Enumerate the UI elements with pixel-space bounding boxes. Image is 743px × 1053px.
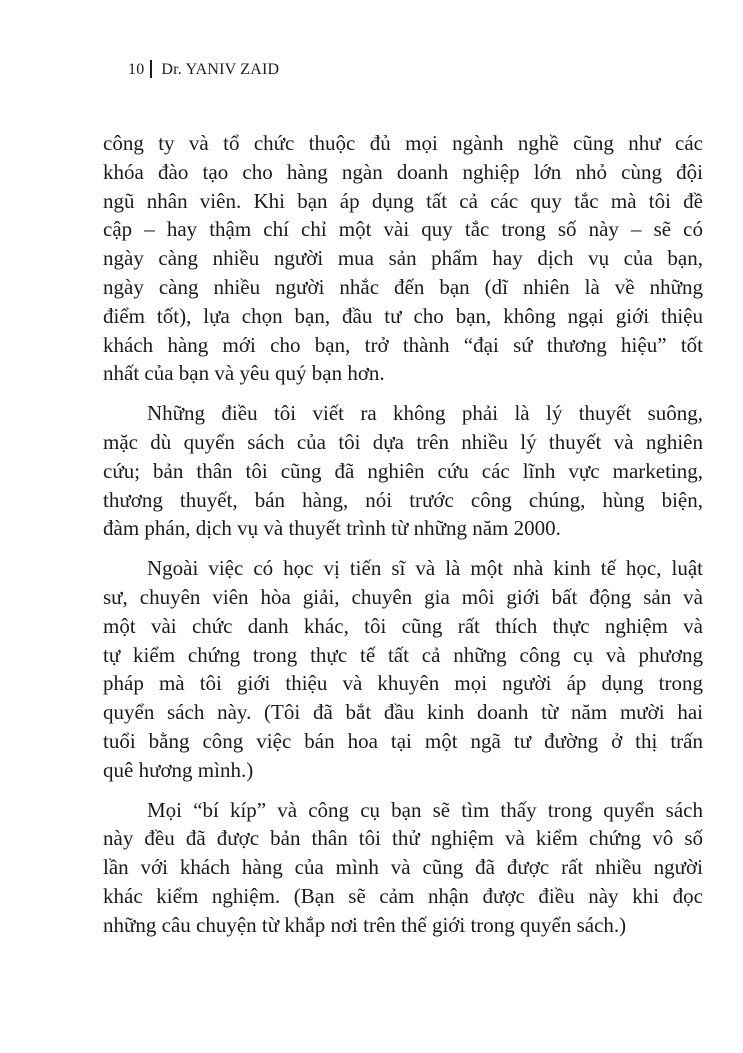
text-line: ngày càng nhiều người nhắc đến bạn (dĩ nhiên là về những	[103, 274, 703, 299]
text-line: cập – hay thậm chí chỉ một vài quy tắc trong số này – sẽ có	[103, 217, 703, 242]
text-line: sư, chuyên viên hòa giải, chuyên gia môi giới bất động sản và	[103, 584, 703, 609]
text-line: khác kiểm nghiệm. (Bạn sẽ cảm nhận được điều này khi đọc	[103, 883, 703, 908]
text-line: đàm phán, dịch vụ và thuyết trình từ những năm 2000.	[103, 516, 561, 541]
text-line: cứu; bản thân tôi cũng đã nghiên cứu các lĩnh vực marketing,	[103, 458, 703, 483]
text-line: thương thuyết, bán hàng, nói trước công chúng, hùng biện,	[103, 487, 703, 512]
paragraph	[103, 399, 703, 543]
page-number: 10	[128, 61, 145, 78]
text-line: ngày càng nhiều người mua sản phẩm hay dịch vụ của bạn,	[103, 246, 703, 271]
text-line: khách hàng mới cho bạn, trở thành “đại sứ thương hiệu” tốt	[103, 332, 703, 357]
text-line: mặc dù quyển sách của tôi dựa trên nhiều lý thuyết và nghiên	[103, 429, 703, 454]
text-line: này đều đã được bản thân tôi thử nghiệm và kiểm chứng vô số	[103, 826, 703, 851]
text-line: Ngoài việc có học vị tiến sĩ và là một nhà kinh tế học, luật	[147, 556, 703, 581]
page-body	[103, 129, 703, 940]
text-line: những câu chuyện từ khắp nơi trên thế giới trong quyển sách.)	[103, 912, 627, 937]
text-line: quyển sách này. (Tôi đã bắt đầu kinh doanh từ năm mười hai	[103, 700, 703, 725]
paragraph	[103, 129, 703, 388]
text-line: quê hương mình.)	[103, 757, 254, 782]
text-line: tự kiểm chứng trong thực tế tất cả những công cụ và phương	[103, 642, 703, 667]
text-line: một vài chức danh khác, tôi cũng rất thích thực nghiệm và	[103, 613, 703, 638]
text-line: Những điều tôi viết ra không phải là lý thuyết suông,	[147, 401, 703, 426]
text-line: lần với khách hàng của mình và cũng đã được rất nhiều người	[103, 855, 703, 880]
text-line: Mọi “bí kíp” và công cụ bạn sẽ tìm thấy trong quyển sách	[147, 797, 703, 822]
running-head-author: Dr. YANIV ZAID	[161, 61, 280, 78]
page-header	[128, 60, 279, 80]
text-line: pháp mà tôi giới thiệu và khuyên mọi người áp dụng trong	[103, 671, 703, 696]
text-line: ngũ nhân viên. Khi bạn áp dụng tất cả các quy tắc mà tôi đề	[103, 188, 703, 213]
text-line: công ty và tổ chức thuộc đủ mọi ngành nghề cũng như các	[103, 131, 703, 155]
paragraph	[103, 554, 703, 784]
text-line: điểm tốt), lựa chọn bạn, đầu tư cho bạn, không ngại giới thiệu	[103, 303, 703, 328]
text-line: khóa đào tạo cho hàng ngàn doanh nghiệp lớn nhỏ cùng đội	[103, 159, 703, 184]
text-line: tuổi bằng công việc bán hoa tại một ngã tư đường ở thị trấn	[103, 728, 703, 753]
header-separator	[150, 60, 152, 78]
paragraph	[103, 796, 703, 940]
text-line: nhất của bạn và yêu quý bạn hơn.	[103, 361, 385, 386]
